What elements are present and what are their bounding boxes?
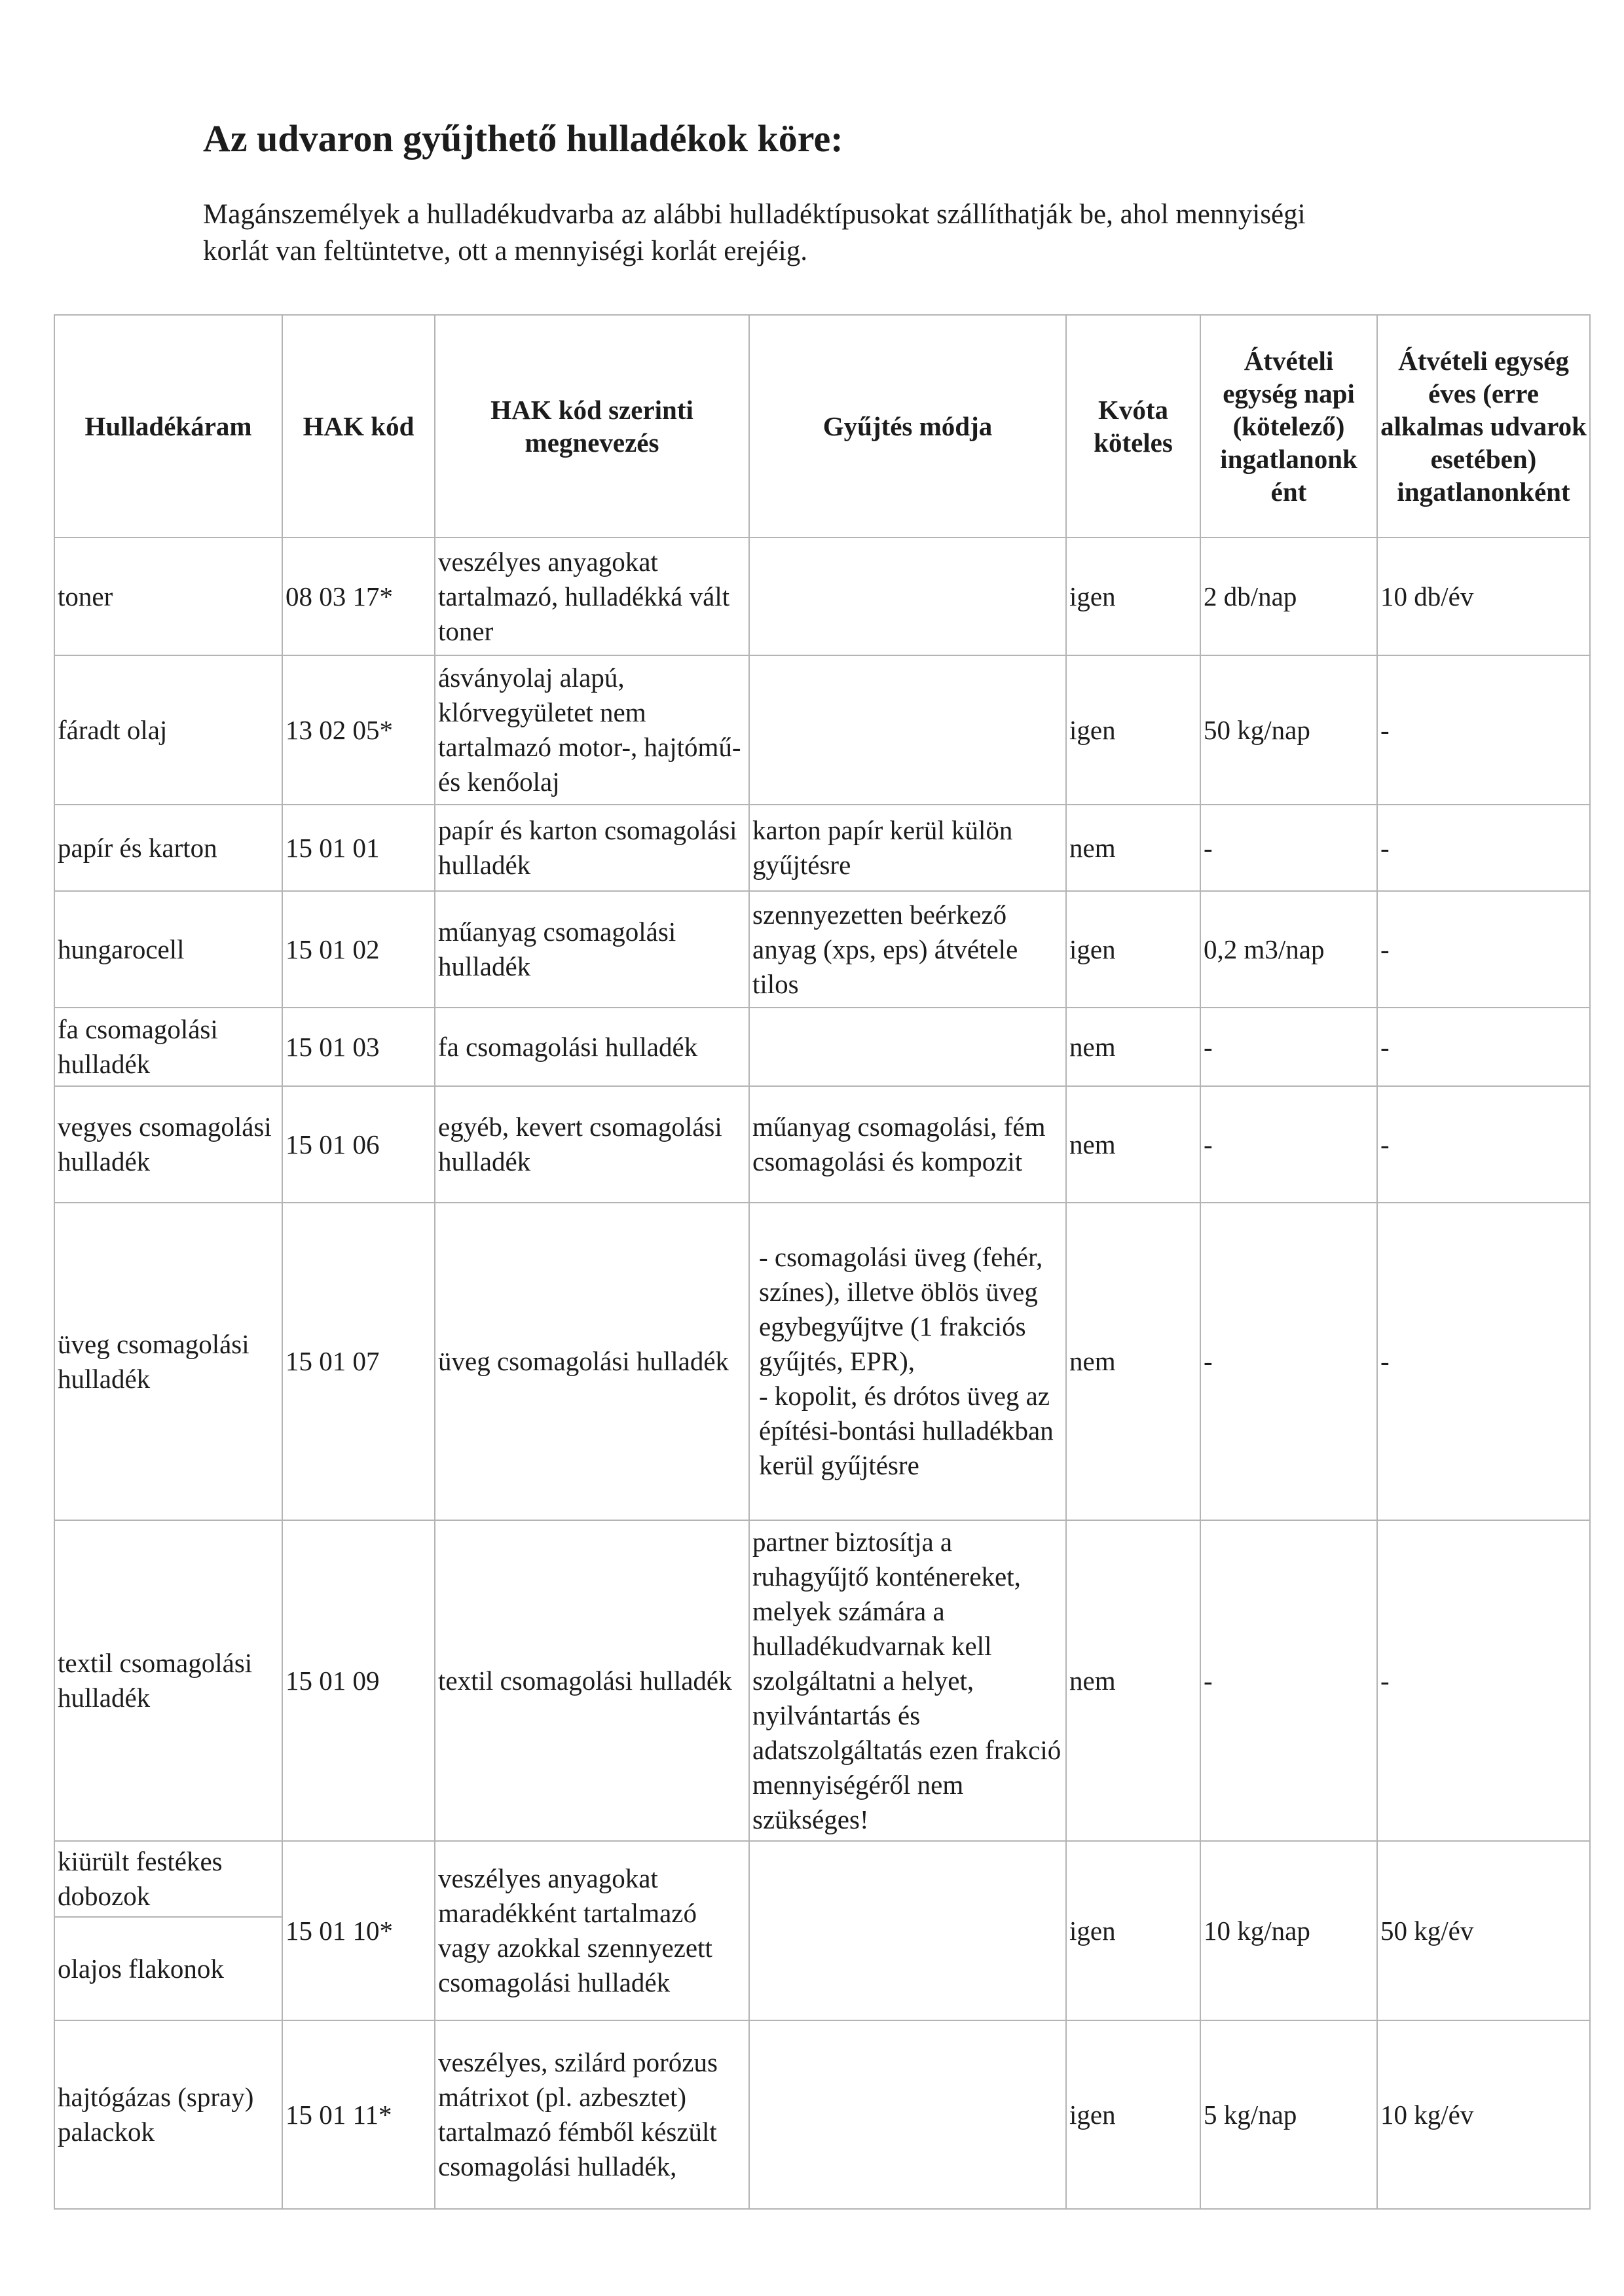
table-row [54, 538, 1590, 655]
code-cell: 15 01 03 [282, 1008, 435, 1086]
header-name: HAK kód szerinti megnevezés [435, 315, 749, 538]
header-method: Gyűjtés módja [749, 315, 1066, 538]
yearly-cell: - [1377, 805, 1590, 891]
yearly-cell: - [1377, 891, 1590, 1008]
daily-cell: - [1200, 1203, 1377, 1520]
name-cell: műanyag csomagolási hulladék [435, 891, 749, 1008]
stream-cell: fa csomagolási hulladék [54, 1008, 282, 1086]
yearly-cell: 50 kg/év [1377, 1841, 1590, 2020]
quota-cell: nem [1066, 1086, 1200, 1203]
quota-cell: igen [1066, 1841, 1200, 2020]
daily-cell: - [1200, 805, 1377, 891]
header-code: HAK kód [282, 315, 435, 538]
code-cell: 15 01 11* [282, 2020, 435, 2209]
method-cell: partner biztosítja a ruhagyűjtő konténereket, melyek számára a hulladékudvarnak kell szolgáltatni a helyet, nyilvántartás és adatszolgáltatás ezen frakció mennyiségéről nem szükséges! [749, 1520, 1066, 1841]
table-row [54, 891, 1590, 1008]
table-row [54, 1008, 1590, 1086]
table-row [54, 1841, 1590, 1917]
code-cell: 15 01 01 [282, 805, 435, 891]
quota-cell: nem [1066, 1520, 1200, 1841]
name-cell: fa csomagolási hulladék [435, 1008, 749, 1086]
stream-cell: kiürült festékes dobozok [54, 1841, 282, 1917]
yearly-cell: 10 kg/év [1377, 2020, 1590, 2209]
daily-cell: - [1200, 1086, 1377, 1203]
yearly-cell: - [1377, 1008, 1590, 1086]
quota-cell: igen [1066, 538, 1200, 655]
table-row [54, 2020, 1590, 2209]
method-cell: karton papír kerül külön gyűjtésre [749, 805, 1066, 891]
name-cell: egyéb, kevert csomagolási hulladék [435, 1086, 749, 1203]
name-cell: üveg csomagolási hulladék [435, 1203, 749, 1520]
yearly-cell: - [1377, 1203, 1590, 1520]
stream-cell: vegyes csomagolási hulladék [54, 1086, 282, 1203]
code-cell: 15 01 07 [282, 1203, 435, 1520]
page-title: Az udvaron gyűjthető hulladékok köre: [203, 117, 843, 160]
name-cell: veszélyes anyagokat maradékként tartalmazó vagy azokkal szennyezett csomagolási hulladék [435, 1841, 749, 2020]
waste-table [54, 314, 1591, 2210]
table-row [54, 1086, 1590, 1203]
quota-cell: igen [1066, 2020, 1200, 2209]
table-row [54, 655, 1590, 805]
table-row [54, 805, 1590, 891]
header-stream: Hulladékáram [54, 315, 282, 538]
stream-cell: papír és karton [54, 805, 282, 891]
code-cell: 15 01 09 [282, 1520, 435, 1841]
code-cell: 13 02 05* [282, 655, 435, 805]
stream-cell: hungarocell [54, 891, 282, 1008]
code-cell: 15 01 06 [282, 1086, 435, 1203]
quota-cell: igen [1066, 891, 1200, 1008]
stream-cell: hajtógázas (spray) palackok [54, 2020, 282, 2209]
header-quota: Kvóta köteles [1066, 315, 1200, 538]
daily-cell: 50 kg/nap [1200, 655, 1377, 805]
daily-cell: 0,2 m3/nap [1200, 891, 1377, 1008]
method-cell: szennyezetten beérkező anyag (xps, eps) átvétele tilos [749, 891, 1066, 1008]
name-cell: ásványolaj alapú, klórvegyületet nem tartalmazó motor-, hajtómű- és kenőolaj [435, 655, 749, 805]
quota-cell: nem [1066, 1008, 1200, 1086]
method-cell [749, 538, 1066, 655]
name-cell: textil csomagolási hulladék [435, 1520, 749, 1841]
yearly-cell: - [1377, 655, 1590, 805]
header-yearly: Átvételi egység éves (erre alkalmas udvarok esetében) ingatlanonként [1377, 315, 1590, 538]
stream-cell: üveg csomagolási hulladék [54, 1203, 282, 1520]
name-cell: veszélyes, szilárd porózus mátrixot (pl. azbesztet) tartalmazó fémből készült csomagolási hulladék, [435, 2020, 749, 2209]
name-cell: veszélyes anyagokat tartalmazó, hulladékká vált toner [435, 538, 749, 655]
yearly-cell: - [1377, 1520, 1590, 1841]
daily-cell: - [1200, 1520, 1377, 1841]
daily-cell: - [1200, 1008, 1377, 1086]
name-cell: papír és karton csomagolási hulladék [435, 805, 749, 891]
stream-cell: fáradt olaj [54, 655, 282, 805]
table-row [54, 1520, 1590, 1841]
quota-cell: igen [1066, 655, 1200, 805]
quota-cell: nem [1066, 1203, 1200, 1520]
daily-cell: 5 kg/nap [1200, 2020, 1377, 2209]
method-cell [749, 1008, 1066, 1086]
stream-cell: toner [54, 538, 282, 655]
header-row [54, 315, 1590, 538]
method-cell [749, 2020, 1066, 2209]
code-cell: 08 03 17* [282, 538, 435, 655]
stream-cell: textil csomagolási hulladék [54, 1520, 282, 1841]
header-daily: Átvételi egység napi (kötelező) ingatlanonk ént [1200, 315, 1377, 538]
stream-cell: olajos flakonok [54, 1917, 282, 2020]
code-cell: 15 01 02 [282, 891, 435, 1008]
table-row [54, 1203, 1590, 1520]
daily-cell: 2 db/nap [1200, 538, 1377, 655]
method-cell: - csomagolási üveg (fehér, színes), illetve öblös üveg egybegyűjtve (1 frakciós gyűjtés, EPR), - kopolit, és drótos üveg az építési-bontási hulladékban kerül gyűjtésre [749, 1203, 1066, 1520]
intro-paragraph: Magánszemélyek a hulladékudvarba az alábbi hulladéktípusokat szállíthatják be, ahol mennyiségi korlát van feltüntetve, ott a mennyiségi korlát erejéig. [203, 199, 1306, 266]
quota-cell: nem [1066, 805, 1200, 891]
method-cell: műanyag csomagolási, fém csomagolási és kompozit [749, 1086, 1066, 1203]
method-cell [749, 1841, 1066, 2020]
yearly-cell: - [1377, 1086, 1590, 1203]
daily-cell: 10 kg/nap [1200, 1841, 1377, 2020]
code-cell: 15 01 10* [282, 1841, 435, 2020]
method-cell [749, 655, 1066, 805]
yearly-cell: 10 db/év [1377, 538, 1590, 655]
